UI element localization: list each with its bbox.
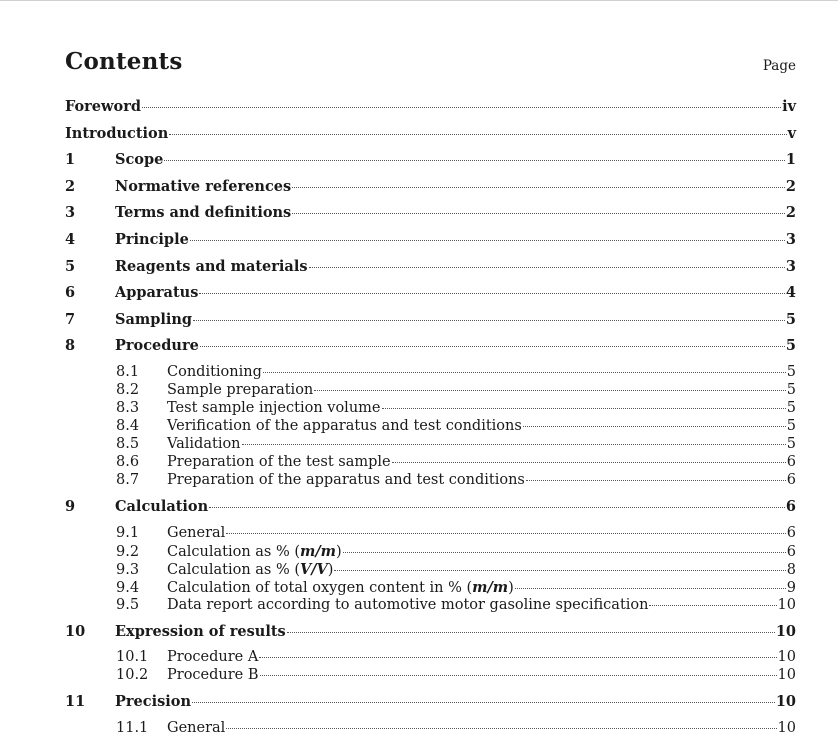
toc-entry[interactable]: [65, 498, 796, 525]
toc-entry[interactable]: [65, 231, 796, 258]
toc-entry-number: 8.7: [116, 471, 140, 488]
page-title: Contents: [65, 48, 183, 75]
toc-entry-page: 3: [785, 230, 796, 248]
dot-leader: [193, 320, 785, 321]
toc-entry-page: 6: [785, 497, 796, 515]
toc-entry-title: Procedure B: [167, 667, 259, 684]
toc-entry-page: 2: [785, 177, 796, 195]
toc-entry-title: Preparation of the test sample: [167, 453, 391, 470]
dot-leader: [226, 728, 776, 729]
toc-entry-number: 10.1: [116, 649, 149, 666]
dot-leader: [169, 134, 786, 135]
toc-subentry[interactable]: [65, 525, 796, 543]
toc-entry-title: Sample preparation: [167, 381, 314, 398]
toc-entry-page: 5: [786, 417, 796, 434]
toc-entry-page: 5: [785, 310, 796, 328]
dot-leader: [260, 675, 777, 676]
toc-entry-number: 11.1: [116, 719, 149, 736]
toc-entry[interactable]: [65, 178, 796, 205]
toc-entry-title: Calculation as % (m/m): [167, 542, 342, 560]
toc-entry-number: 10.2: [116, 667, 149, 684]
dot-leader: [200, 346, 785, 347]
toc-entry-page: 10: [777, 596, 796, 613]
toc-entry-page: 1: [785, 151, 796, 169]
toc-entry-page: 6: [786, 524, 796, 541]
toc-entry-page: 5: [786, 363, 796, 380]
dot-leader: [242, 444, 786, 445]
dot-leader: [190, 240, 785, 241]
dot-leader: [523, 426, 786, 427]
toc-subentry[interactable]: [65, 382, 796, 400]
toc-entry-number: 5: [65, 257, 76, 275]
toc-entry-title: Terms and definitions: [115, 204, 292, 222]
toc-entry-page: 10: [777, 649, 796, 666]
toc-entry-number: 8.2: [116, 381, 140, 398]
toc-subentry[interactable]: [65, 561, 796, 579]
toc-entry-title: Preparation of the apparatus and test conditions: [167, 471, 525, 488]
toc-entry-number: 6: [65, 284, 76, 302]
dot-leader: [192, 702, 775, 703]
toc-entry[interactable]: [65, 125, 796, 152]
toc-entry-page: 4: [785, 284, 796, 302]
toc-entry[interactable]: [65, 337, 796, 364]
dot-leader: [292, 187, 785, 188]
toc-entry[interactable]: [65, 151, 796, 178]
dot-leader: [392, 462, 786, 463]
toc-entry-number: 2: [65, 177, 76, 195]
dot-leader: [314, 390, 785, 391]
toc-entry-title: Procedure A: [167, 649, 259, 666]
toc-entry[interactable]: [65, 693, 796, 720]
toc-entry[interactable]: [65, 204, 796, 231]
top-border: [0, 0, 838, 1]
toc-subentry[interactable]: [65, 579, 796, 597]
toc-subentry[interactable]: [65, 720, 796, 738]
toc-entry-number: 9: [65, 497, 76, 515]
toc-subentry[interactable]: [65, 472, 796, 490]
table-of-contents: [65, 98, 796, 746]
toc-entry-number: 4: [65, 230, 76, 248]
toc-entry-title: Calculation as % (V/V): [167, 560, 334, 578]
page-column-label: Page: [762, 58, 796, 74]
toc-entry-number: 9.2: [116, 543, 140, 560]
dot-leader: [259, 657, 776, 658]
toc-entry-title: Data report according to automotive motor gasoline specification: [167, 596, 649, 613]
dot-leader: [343, 552, 786, 553]
dot-leader: [164, 160, 785, 161]
toc-entry-page: 2: [785, 204, 796, 222]
toc-entry-page: 5: [786, 435, 796, 452]
toc-subentry[interactable]: [65, 543, 796, 561]
toc-entry-page: 10: [775, 693, 796, 711]
dot-leader: [309, 267, 785, 268]
toc-subentry[interactable]: [65, 436, 796, 454]
toc-entry-title: Conditioning: [167, 363, 262, 380]
toc-entry-number: 11: [65, 693, 86, 711]
toc-entry-number: 8: [65, 337, 76, 355]
toc-entry-page: 10: [777, 719, 796, 736]
toc-entry-title: Introduction: [65, 124, 169, 142]
toc-entry-number: 8.4: [116, 417, 140, 434]
dot-leader: [287, 632, 775, 633]
toc-entry-number: 7: [65, 310, 76, 328]
toc-entry-page: 6: [786, 471, 796, 488]
dot-leader: [199, 293, 785, 294]
toc-entry-title: Calculation: [115, 497, 209, 515]
toc-entry-page: 10: [777, 667, 796, 684]
toc-entry[interactable]: [65, 623, 796, 650]
toc-entry-number: 10: [65, 622, 86, 640]
toc-entry-number: 3: [65, 204, 76, 222]
toc-entry-page: 9: [786, 579, 796, 596]
toc-entry[interactable]: [65, 98, 796, 125]
dot-leader: [292, 213, 785, 214]
toc-entry-page: 6: [786, 543, 796, 560]
toc-entry-page: v: [787, 124, 796, 142]
toc-entry-page: 10: [775, 622, 796, 640]
toc-subentry[interactable]: [65, 597, 796, 615]
toc-entry-title: Principle: [115, 230, 189, 248]
toc-subentry[interactable]: [65, 454, 796, 472]
toc-entry-number: 8.6: [116, 453, 140, 470]
toc-entry-title: Sampling: [115, 310, 193, 328]
toc-entry-title: Validation: [167, 435, 241, 452]
toc-entry-page: iv: [782, 98, 796, 115]
toc-entry[interactable]: [65, 311, 796, 338]
toc-subentry[interactable]: [65, 418, 796, 436]
toc-entry-title: Reagents and materials: [115, 257, 308, 275]
dot-leader: [263, 372, 786, 373]
toc-entry-title: Precision: [115, 693, 191, 711]
dot-leader: [142, 107, 781, 108]
dot-leader: [526, 480, 786, 481]
toc-subentry[interactable]: [65, 649, 796, 667]
toc-entry-page: 5: [785, 337, 796, 355]
toc-entry-number: 1: [65, 151, 76, 169]
toc-entry-number: 8.5: [116, 435, 140, 452]
toc-entry-page: 8: [786, 561, 796, 578]
toc-subentry[interactable]: [65, 364, 796, 382]
dot-leader: [649, 605, 776, 606]
toc-entry-number: 9.1: [116, 524, 140, 541]
toc-entry-title: General: [167, 719, 226, 736]
toc-entry-number: 9.3: [116, 561, 140, 578]
toc-entry-title: Apparatus: [115, 284, 199, 302]
toc-entry-number: 8.3: [116, 399, 140, 416]
toc-entry-title: Procedure: [115, 337, 199, 355]
toc-entry-number: 8.1: [116, 363, 140, 380]
toc-entry-title: Foreword: [65, 98, 141, 115]
toc-entry-title: Normative references: [115, 177, 292, 195]
toc-entry-title: Calculation of total oxygen content in % (m/m): [167, 578, 514, 596]
toc-entry-title: Verification of the apparatus and test conditions: [167, 417, 522, 434]
dot-leader: [334, 570, 785, 571]
dot-leader: [209, 507, 785, 508]
toc-entry-page: 3: [785, 257, 796, 275]
toc-entry-number: 9.5: [116, 596, 140, 613]
toc-entry-page: 5: [786, 399, 796, 416]
dot-leader: [382, 408, 786, 409]
toc-entry-title: Expression of results: [115, 622, 286, 640]
toc-entry[interactable]: [65, 258, 796, 285]
toc-entry-title: General: [167, 524, 226, 541]
dot-leader: [226, 533, 785, 534]
toc-entry-page: 5: [786, 381, 796, 398]
dot-leader: [515, 588, 786, 589]
toc-subentry[interactable]: [65, 400, 796, 418]
toc-entry[interactable]: [65, 284, 796, 311]
toc-entry-title: Scope: [115, 151, 164, 169]
toc-subentry[interactable]: [65, 667, 796, 685]
toc-entry-page: 6: [786, 453, 796, 470]
toc-entry-title: Test sample injection volume: [167, 399, 381, 416]
toc-entry-number: 9.4: [116, 579, 140, 596]
